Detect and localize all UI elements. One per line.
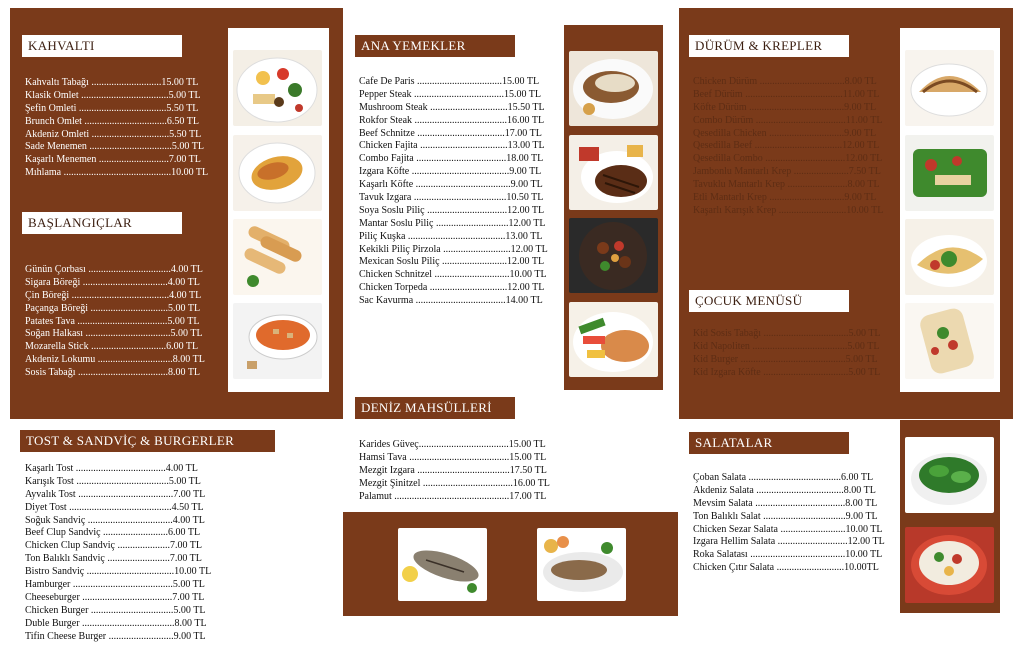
section-title-baslangiclar: BAŞLANGIÇLAR: [22, 212, 182, 234]
menu-item: Palamut ..............................................17.00 TL: [359, 490, 547, 502]
crepe-photo: [905, 219, 994, 295]
mixed-salad-photo: [905, 527, 994, 603]
menu-item: Ton Balıklı Salat .................................9.00 TL: [693, 510, 878, 522]
menu-item: Hamburger ........................................5.00 TL: [25, 579, 205, 591]
menu-item: Tavuklu Mantarlı Krep ........................8.00 TL: [693, 179, 880, 191]
menu-item: Chicken Burger .................................5.00 TL: [25, 604, 206, 616]
menu-item: Chicken Çıtır Salata ...........................10.00TL: [693, 562, 879, 574]
menu-item: Chicken Schnitzel ..............................10.00 TL: [359, 269, 547, 281]
menu-item: Mıhlama ...........................................10.00 TL: [25, 167, 209, 179]
cocuk-list: [693, 328, 881, 380]
menu-item: Chicken Clup Sandviç .....................7.00 TL: [25, 540, 203, 552]
chicken-vegetables-photo: [569, 302, 658, 377]
menu-item: Cheeseburger ....................................7.00 TL: [25, 591, 205, 603]
breakfast-plate-photo: [233, 50, 322, 126]
omelette-photo: [233, 135, 322, 211]
menu-item: Sade Menemen .................................5.00 TL: [25, 141, 204, 153]
menu-item: Hamsi Tava ........................................15.00 TL: [359, 451, 547, 463]
menu-item: Tifin Cheese Burger ..........................9.00 TL: [25, 630, 206, 642]
section-title-durum: DÜRÜM & KREPLER: [689, 35, 849, 57]
menu-item: Bistro Sandviç ...................................10.00 TL: [25, 566, 212, 578]
menu-item: Ton Balıklı Sandviç .........................7.00 TL: [25, 553, 202, 565]
grilled-steak-photo: [569, 135, 658, 210]
menu-item: Kahvaltı Tabağı ............................15.00 TL: [25, 77, 199, 88]
menu-item: Chicken Torpeda ...............................12.00 TL: [359, 282, 545, 294]
menu-item: Köfte Dürüm ......................................9.00 TL: [693, 101, 877, 113]
menu-item: Roka Salatası ......................................10.00 TL: [693, 549, 883, 561]
green-salad-photo: [905, 437, 994, 513]
durum-list: [693, 76, 883, 218]
fish-fillet-photo: [537, 528, 626, 601]
menu-item: Piliç Kuşka .......................................13.00 TL: [359, 230, 543, 242]
menu-item: Beef Schnitze ...................................17.00 TL: [359, 127, 542, 139]
menu-item: Combo Fajita ....................................18.00 TL: [359, 153, 544, 165]
section-title-ana-yemekler: ANA YEMEKLER: [355, 35, 515, 57]
menu-item: Mexican Soslu Piliç ..........................12.00 TL: [359, 256, 545, 268]
menu-item: Akdeniz Lokumu ..............................8.00 TL: [25, 354, 205, 366]
menu-item: Mevsim Salata ....................................8.00 TL: [693, 497, 878, 509]
menu-item: Günün Çorbası .................................4.00 TL: [25, 264, 203, 275]
menu-item: Kid Sosis Tabağı ..................................5.00 TL: [693, 328, 881, 339]
kavurma-pan-photo: [569, 218, 658, 293]
menu-item: Akdeniz Omleti ...............................5.50 TL: [25, 128, 202, 140]
menu-item: Sac Kavurma ....................................14.00 TL: [359, 295, 543, 307]
menu-item: Ayvalık Tost ......................................7.00 TL: [25, 488, 206, 500]
section-title-tost: TOST & SANDVİÇ & BURGERLER: [20, 430, 275, 452]
menu-item: Chicken Fajita ...................................13.00 TL: [359, 140, 545, 152]
menu-item: Kaşarlı Menemen ............................7.00 TL: [25, 154, 201, 166]
menu-item: Qesedilla Combo ................................12.00 TL: [693, 153, 883, 165]
menu-item: Mushroom Steak ...............................15.50 TL: [359, 101, 545, 113]
menu-item: Mantar Soslu Piliç .............................12.00 TL: [359, 217, 546, 229]
menu-item: Kid Burger ..........................................5.00 TL: [693, 353, 878, 365]
baslangiclar-list: [25, 264, 205, 380]
menu-item: Soğuk Sandviç ..................................4.00 TL: [25, 514, 205, 526]
menu-item: Beef Clup Sandviç ..........................6.00 TL: [25, 527, 201, 539]
menu-item: Patates Tava ....................................5.00 TL: [25, 315, 200, 327]
menu-item: Çin Böreği .......................................4.00 TL: [25, 289, 202, 301]
wrap-photo: [905, 303, 994, 379]
menu-item: Izgara Hellim Salata ............................12.00 TL: [693, 536, 885, 548]
menu-item: Çoban Salata .....................................6.00 TL: [693, 472, 874, 483]
menu-item: Şefin Omleti ...................................5.50 TL: [25, 102, 199, 114]
menu-item: Sigara Böreği ..................................4.00 TL: [25, 276, 200, 288]
menu-item: Kaşarlı Tost ....................................4.00 TL: [25, 463, 198, 474]
menu-item: Kaşarlı Karışık Krep ...........................10.00 TL: [693, 204, 884, 216]
menu-item: Kekikli Piliç Pirzola ...........................12.00 TL: [359, 243, 548, 255]
menu-item: Rokfor Steak .....................................16.00 TL: [359, 114, 545, 126]
deniz-list: [359, 439, 550, 503]
menu-item: Kid Izgara Köfte ..................................5.00 TL: [693, 366, 881, 378]
menu-item: Kid Napoliten ......................................5.00 TL: [693, 340, 880, 352]
menu-item: Brunch Omlet .................................6.50 TL: [25, 115, 199, 127]
menu-item: Tavuk Izgara .....................................10.50 TL: [359, 192, 544, 204]
menu-item: Chicken Sezar Salata ..........................10.00 TL: [693, 523, 883, 535]
menu-item: Qesedilla Beef ...................................12.00 TL: [693, 140, 880, 152]
salatalar-list: [693, 472, 885, 575]
menu-item: Sosis Tabağı ....................................8.00 TL: [25, 367, 201, 379]
section-title-salatalar: SALATALAR: [689, 432, 849, 454]
menu-item: Duble Burger .....................................8.00 TL: [25, 617, 207, 629]
menu-item: Soya Soslu Piliç ................................12.00 TL: [359, 204, 545, 216]
grilled-fish-photo: [398, 528, 487, 601]
section-title-deniz: DENİZ MAHSÜLLERİ: [355, 397, 515, 419]
menu-item: Paçanga Böreği ...............................5.00 TL: [25, 302, 201, 314]
menu-item: Mozarella Stick ..............................6.00 TL: [25, 341, 199, 353]
menu-item: Cafe De Paris ..................................15.00 TL: [359, 76, 540, 87]
menu-item: Chicken Dürüm ..................................8.00 TL: [693, 76, 877, 87]
quesadilla-photo: [905, 50, 994, 126]
menu-item: Klasik Omlet ...................................5.00 TL: [25, 89, 201, 101]
menu-item: Combo Dürüm ....................................11.00 TL: [693, 114, 883, 126]
menu-item: Mezgit Şinitzel ....................................16.00 TL: [359, 477, 550, 489]
menu-item: Kaşarlı Köfte ......................................9.00 TL: [359, 179, 543, 191]
menu-item: Akdeniz Salata ...................................8.00 TL: [693, 484, 876, 496]
menu-item: Beef Dürüm .......................................11.00 TL: [693, 88, 880, 100]
menu-item: Diyet Tost .........................................4.50 TL: [25, 501, 204, 513]
menu-item: Karides Güveç....................................15.00 TL: [359, 439, 546, 450]
durum-salad-photo: [905, 135, 994, 211]
menu-item: Mezgit Izgara .....................................17.50 TL: [359, 464, 547, 476]
menu-item: Jambonlu Mantarlı Krep ......................7.50 TL: [693, 166, 881, 178]
section-title-cocuk: ÇOCUK MENÜSÜ: [689, 290, 849, 312]
menu-item: Qesedilla Chicken ..............................9.00 TL: [693, 127, 877, 139]
menu-item: Izgara Köfte .......................................9.00 TL: [359, 166, 542, 178]
menu-item: Karışık Tost .....................................5.00 TL: [25, 475, 201, 487]
ana-yemekler-list: [359, 76, 548, 308]
tost-list: [25, 463, 211, 643]
seafood-image-strip: [343, 512, 678, 616]
spring-rolls-photo: [233, 219, 322, 295]
soup-bowl-photo: [233, 303, 322, 379]
section-title-kahvalti: KAHVALTI: [22, 35, 182, 57]
menu-item: Soğan Halkası ..................................5.00 TL: [25, 328, 203, 340]
menu-item: Etli Mantarlı Krep ..............................9.00 TL: [693, 192, 877, 204]
steak-mushroom-photo: [569, 51, 658, 126]
menu-item: Pepper Steak ....................................15.00 TL: [359, 88, 542, 100]
kahvalti-list: [25, 77, 208, 180]
